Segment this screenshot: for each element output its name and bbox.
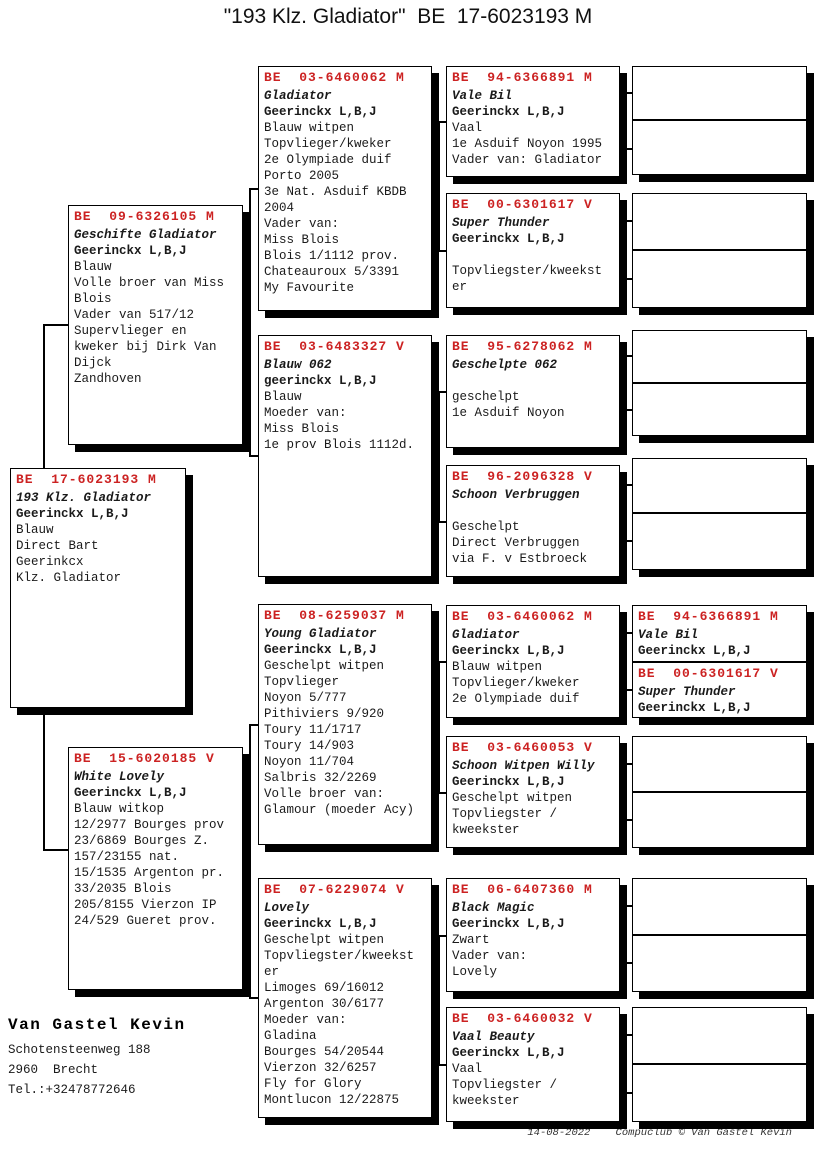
pedigree-box-empty-e1a: [632, 66, 807, 120]
connector-line: [438, 935, 440, 1066]
info-line: Direct Verbruggen: [452, 536, 580, 550]
info-line: Geschelpt witpen: [452, 791, 573, 805]
info-line: Zandhoven: [74, 372, 142, 386]
connector-line: [625, 763, 627, 821]
info-line: Vaal: [452, 1062, 483, 1076]
info-line: 3e Nat. Asduif KBDB: [264, 185, 407, 199]
info-line: 157/23155 nat.: [74, 850, 180, 864]
connector-line: [625, 92, 627, 150]
breeder-name: Geerinckx L,B,J: [452, 105, 565, 119]
info-line: 15/1535 Argenton pr.: [74, 866, 225, 880]
info-line: Vaal: [452, 121, 483, 135]
pedigree-box-empty-e4a: [632, 458, 807, 513]
pedigree-box-empty-e8b: [632, 1064, 807, 1122]
info-line: Miss Blois: [264, 233, 340, 247]
connector-line: [438, 661, 446, 663]
owner-address-city: 2960 Brecht: [8, 1063, 99, 1077]
breeder-name: Geerinckx L,B,J: [74, 244, 187, 258]
info-line: 2004: [264, 201, 295, 215]
pedigree-box-empty-e6b: [632, 792, 807, 848]
info-line: Moeder van:: [264, 406, 347, 420]
info-line: [452, 247, 614, 263]
pigeon-name: Geschifte Gladiator: [74, 228, 217, 242]
pedigree-box-g47: [446, 878, 620, 992]
info-line: Blauw: [264, 390, 302, 404]
ring-number: BE 03-6460062 M: [452, 609, 593, 624]
ring-number: BE 15-6020185 V: [74, 751, 215, 766]
info-line: Blauw witkop: [74, 802, 165, 816]
info-line: Dijck: [74, 356, 112, 370]
connector-line: [625, 632, 627, 691]
pedigree-box-g48: [446, 1007, 620, 1122]
breeder-name: Geerinckx L,B,J: [638, 644, 751, 658]
info-line: kweker bij Dirk Van: [74, 340, 217, 354]
connector-line: [438, 661, 440, 794]
info-line: Supervlieger en: [74, 324, 187, 338]
info-line: Topvliegster /: [452, 807, 558, 821]
pedigree-box-g41: [446, 66, 620, 177]
pigeon-name: White Lovely: [74, 770, 165, 784]
connector-line: [438, 121, 446, 123]
info-line: 2e Olympiade duif: [264, 153, 392, 167]
info-line: Blois: [74, 292, 112, 306]
pedigree-box-g44: [446, 465, 620, 577]
breeder-name: Geerinckx L,B,J: [452, 232, 565, 246]
pedigree-box-g43: [446, 335, 620, 448]
breeder-name: Geerinckx L,B,J: [452, 1046, 565, 1060]
ring-number: BE 03-6460032 V: [452, 1011, 593, 1026]
ring-number: BE 95-6278062 M: [452, 339, 593, 354]
pigeon-name: Gladiator: [264, 89, 332, 103]
info-line: 12/2977 Bourges prov: [74, 818, 225, 832]
info-line: Fly for Glory: [264, 1077, 362, 1091]
ring-number: BE 96-2096328 V: [452, 469, 593, 484]
connector-line: [438, 792, 446, 794]
pigeon-name: Super Thunder: [638, 685, 736, 699]
info-line: 2e Olympiade duif: [452, 692, 580, 706]
info-line: Geschelpt: [452, 520, 520, 534]
info-line: Toury 14/903: [264, 739, 355, 753]
info-line: Salbris 32/2269: [264, 771, 377, 785]
pedigree-box-g33: [258, 604, 432, 845]
breeder-name: geerinckx L,B,J: [264, 374, 377, 388]
info-line: Moeder van:: [264, 1013, 347, 1027]
pigeon-name: Schoon Verbruggen: [452, 488, 580, 502]
pigeon-name: Gladiator: [452, 628, 520, 642]
info-line: Blauw witpen: [452, 660, 543, 674]
breeder-name: Geerinckx L,B,J: [16, 507, 129, 521]
pedigree-box-g32: [258, 335, 432, 577]
info-line: Vader van: Gladiator: [452, 153, 603, 167]
pigeon-name: Geschelpte 062: [452, 358, 558, 372]
pedigree-box-g45: [446, 605, 620, 718]
info-line: Topvlieger/kweker: [264, 137, 392, 151]
footer-credit: 14-08-2022 Compuclub © Van Gastel Kevin: [527, 1127, 792, 1139]
info-line: Vader van 517/12: [74, 308, 195, 322]
pedigree-box-g31: [258, 66, 432, 311]
breeder-name: Geerinckx L,B,J: [452, 644, 565, 658]
info-line: via F. v Estbroeck: [452, 552, 588, 566]
connector-line: [625, 484, 627, 542]
pedigree-box-empty-e2b: [632, 250, 807, 308]
pedigree-box-father: [68, 205, 243, 445]
connector-line: [249, 997, 258, 999]
info-line: Geschelpt witpen: [264, 933, 385, 947]
info-line: Klz. Gladiator: [16, 571, 122, 585]
info-line: Volle broer van:: [264, 787, 385, 801]
owner-name: Van Gastel Kevin: [8, 1016, 186, 1034]
breeder-name: Geerinckx L,B,J: [264, 917, 377, 931]
pigeon-name: Blauw 062: [264, 358, 332, 372]
info-line: 33/2035 Blois: [74, 882, 172, 896]
pigeon-name: Schoon Witpen Willy: [452, 759, 595, 773]
breeder-name: Geerinckx L,B,J: [74, 786, 187, 800]
info-line: My Favourite: [264, 281, 355, 295]
info-line: Geerinkcx: [16, 555, 84, 569]
ring-number: BE 09-6326105 M: [74, 209, 215, 224]
pigeon-name: Super Thunder: [452, 216, 550, 230]
connector-line: [438, 250, 446, 252]
pedigree-box-g5b: [632, 662, 807, 718]
pigeon-name: 193 Klz. Gladiator: [16, 491, 152, 505]
breeder-name: Geerinckx L,B,J: [452, 917, 565, 931]
info-line: Topvliegster/kweekst: [264, 949, 415, 963]
connector-line: [438, 121, 440, 252]
pigeon-name: Vale Bil: [638, 628, 699, 642]
info-line: Lovely: [452, 965, 498, 979]
ring-number: BE 94-6366891 M: [452, 70, 593, 85]
info-line: Montlucon 12/22875: [264, 1093, 400, 1107]
pedigree-box-empty-e7b: [632, 935, 807, 992]
info-line: Blois 1/1112 prov.: [264, 249, 400, 263]
ring-number: BE 06-6407360 M: [452, 882, 593, 897]
pedigree-box-empty-e6a: [632, 736, 807, 792]
ring-number: BE 03-6460062 M: [264, 70, 405, 85]
info-line: Blauw witpen: [264, 121, 355, 135]
info-line: 1e Asduif Noyon 1995: [452, 137, 603, 151]
info-line: 1e prov Blois 1112d.: [264, 438, 415, 452]
owner-phone: Tel.:+32478772646: [8, 1083, 136, 1097]
info-line: [452, 373, 614, 389]
info-line: Vierzon 32/6257: [264, 1061, 377, 1075]
connector-line: [438, 935, 446, 937]
ring-number: BE 00-6301617 V: [638, 666, 779, 681]
pedigree-box-empty-e8a: [632, 1007, 807, 1064]
info-line: Noyon 11/704: [264, 755, 355, 769]
ring-number: BE 07-6229074 V: [264, 882, 405, 897]
info-line: Direct Bart: [16, 539, 99, 553]
breeder-name: Geerinckx L,B,J: [264, 105, 377, 119]
pedigree-box-subject: [10, 468, 186, 708]
ring-number: BE 00-6301617 V: [452, 197, 593, 212]
info-line: Blauw: [74, 260, 112, 274]
ring-number: BE 94-6366891 M: [638, 609, 779, 624]
pedigree-box-g34: [258, 878, 432, 1118]
breeder-name: Geerinckx L,B,J: [638, 701, 751, 715]
info-line: Geschelpt witpen: [264, 659, 385, 673]
info-line: kweekster: [452, 1094, 520, 1108]
info-line: Toury 11/1717: [264, 723, 362, 737]
info-line: Zwart: [452, 933, 490, 947]
connector-line: [249, 455, 258, 457]
info-line: Topvliegster/kweekst: [452, 264, 603, 278]
connector-line: [249, 724, 251, 999]
info-line: Volle broer van Miss: [74, 276, 225, 290]
info-line: Noyon 5/777: [264, 691, 347, 705]
info-line: Glamour (moeder Acy): [264, 803, 415, 817]
pigeon-name: Vaal Beauty: [452, 1030, 535, 1044]
info-line: Vader van:: [452, 949, 528, 963]
pedigree-box-empty-e3a: [632, 330, 807, 383]
connector-line: [43, 708, 45, 851]
info-line: Topvlieger: [264, 675, 340, 689]
connector-line: [625, 905, 627, 964]
page-title: "193 Klz. Gladiator" BE 17-6023193 M: [223, 5, 593, 28]
connector-line: [625, 220, 627, 280]
connector-line: [625, 1034, 627, 1094]
connector-line: [43, 849, 68, 851]
info-line: Porto 2005: [264, 169, 340, 183]
info-line: Limoges 69/16012: [264, 981, 385, 995]
connector-line: [438, 391, 440, 523]
ring-number: BE 03-6460053 V: [452, 740, 593, 755]
owner-address-street: Schotensteenweg 188: [8, 1043, 151, 1057]
info-line: [452, 503, 614, 519]
pedigree-box-g46: [446, 736, 620, 848]
info-line: Vader van:: [264, 217, 340, 231]
connector-line: [438, 521, 446, 523]
info-line: Chateauroux 5/3391: [264, 265, 400, 279]
owner-block: [8, 1016, 186, 1100]
info-line: 24/529 Gueret prov.: [74, 914, 217, 928]
info-line: er: [452, 280, 468, 294]
connector-line: [438, 391, 446, 393]
breeder-name: Geerinckx L,B,J: [452, 775, 565, 789]
info-line: Topvlieger/kweker: [452, 676, 580, 690]
connector-line: [43, 324, 45, 469]
info-line: Argenton 30/6177: [264, 997, 385, 1011]
info-line: Topvliegster /: [452, 1078, 558, 1092]
pedigree-box-g5a: [632, 605, 807, 662]
connector-line: [249, 188, 258, 190]
pigeon-name: Vale Bil: [452, 89, 513, 103]
ring-number: BE 08-6259037 M: [264, 608, 405, 623]
pedigree-box-empty-e4b: [632, 513, 807, 570]
info-line: Blauw: [16, 523, 54, 537]
info-line: geschelpt: [452, 390, 520, 404]
pigeon-name: Black Magic: [452, 901, 535, 915]
breeder-name: Geerinckx L,B,J: [264, 643, 377, 657]
info-line: Pithiviers 9/920: [264, 707, 385, 721]
connector-line: [438, 1064, 446, 1066]
info-line: er: [264, 965, 280, 979]
ring-number: BE 17-6023193 M: [16, 472, 157, 487]
pedigree-box-empty-e3b: [632, 383, 807, 436]
pigeon-name: Lovely: [264, 901, 310, 915]
pigeon-name: Young Gladiator: [264, 627, 377, 641]
info-line: Gladina: [264, 1029, 317, 1043]
ring-number: BE 03-6483327 V: [264, 339, 405, 354]
pedigree-box-empty-e1b: [632, 120, 807, 175]
connector-line: [249, 724, 258, 726]
pedigree-box-empty-e7a: [632, 878, 807, 935]
info-line: 205/8155 Vierzon IP: [74, 898, 217, 912]
info-line: Miss Blois: [264, 422, 340, 436]
info-line: Bourges 54/20544: [264, 1045, 385, 1059]
info-line: 1e Asduif Noyon: [452, 406, 565, 420]
pedigree-box-empty-e2a: [632, 193, 807, 250]
info-line: kweekster: [452, 823, 520, 837]
info-line: 23/6869 Bourges Z.: [74, 834, 210, 848]
pedigree-box-mother: [68, 747, 243, 990]
pedigree-box-g42: [446, 193, 620, 308]
connector-line: [249, 188, 251, 457]
connector-line: [625, 355, 627, 411]
connector-line: [43, 324, 68, 326]
